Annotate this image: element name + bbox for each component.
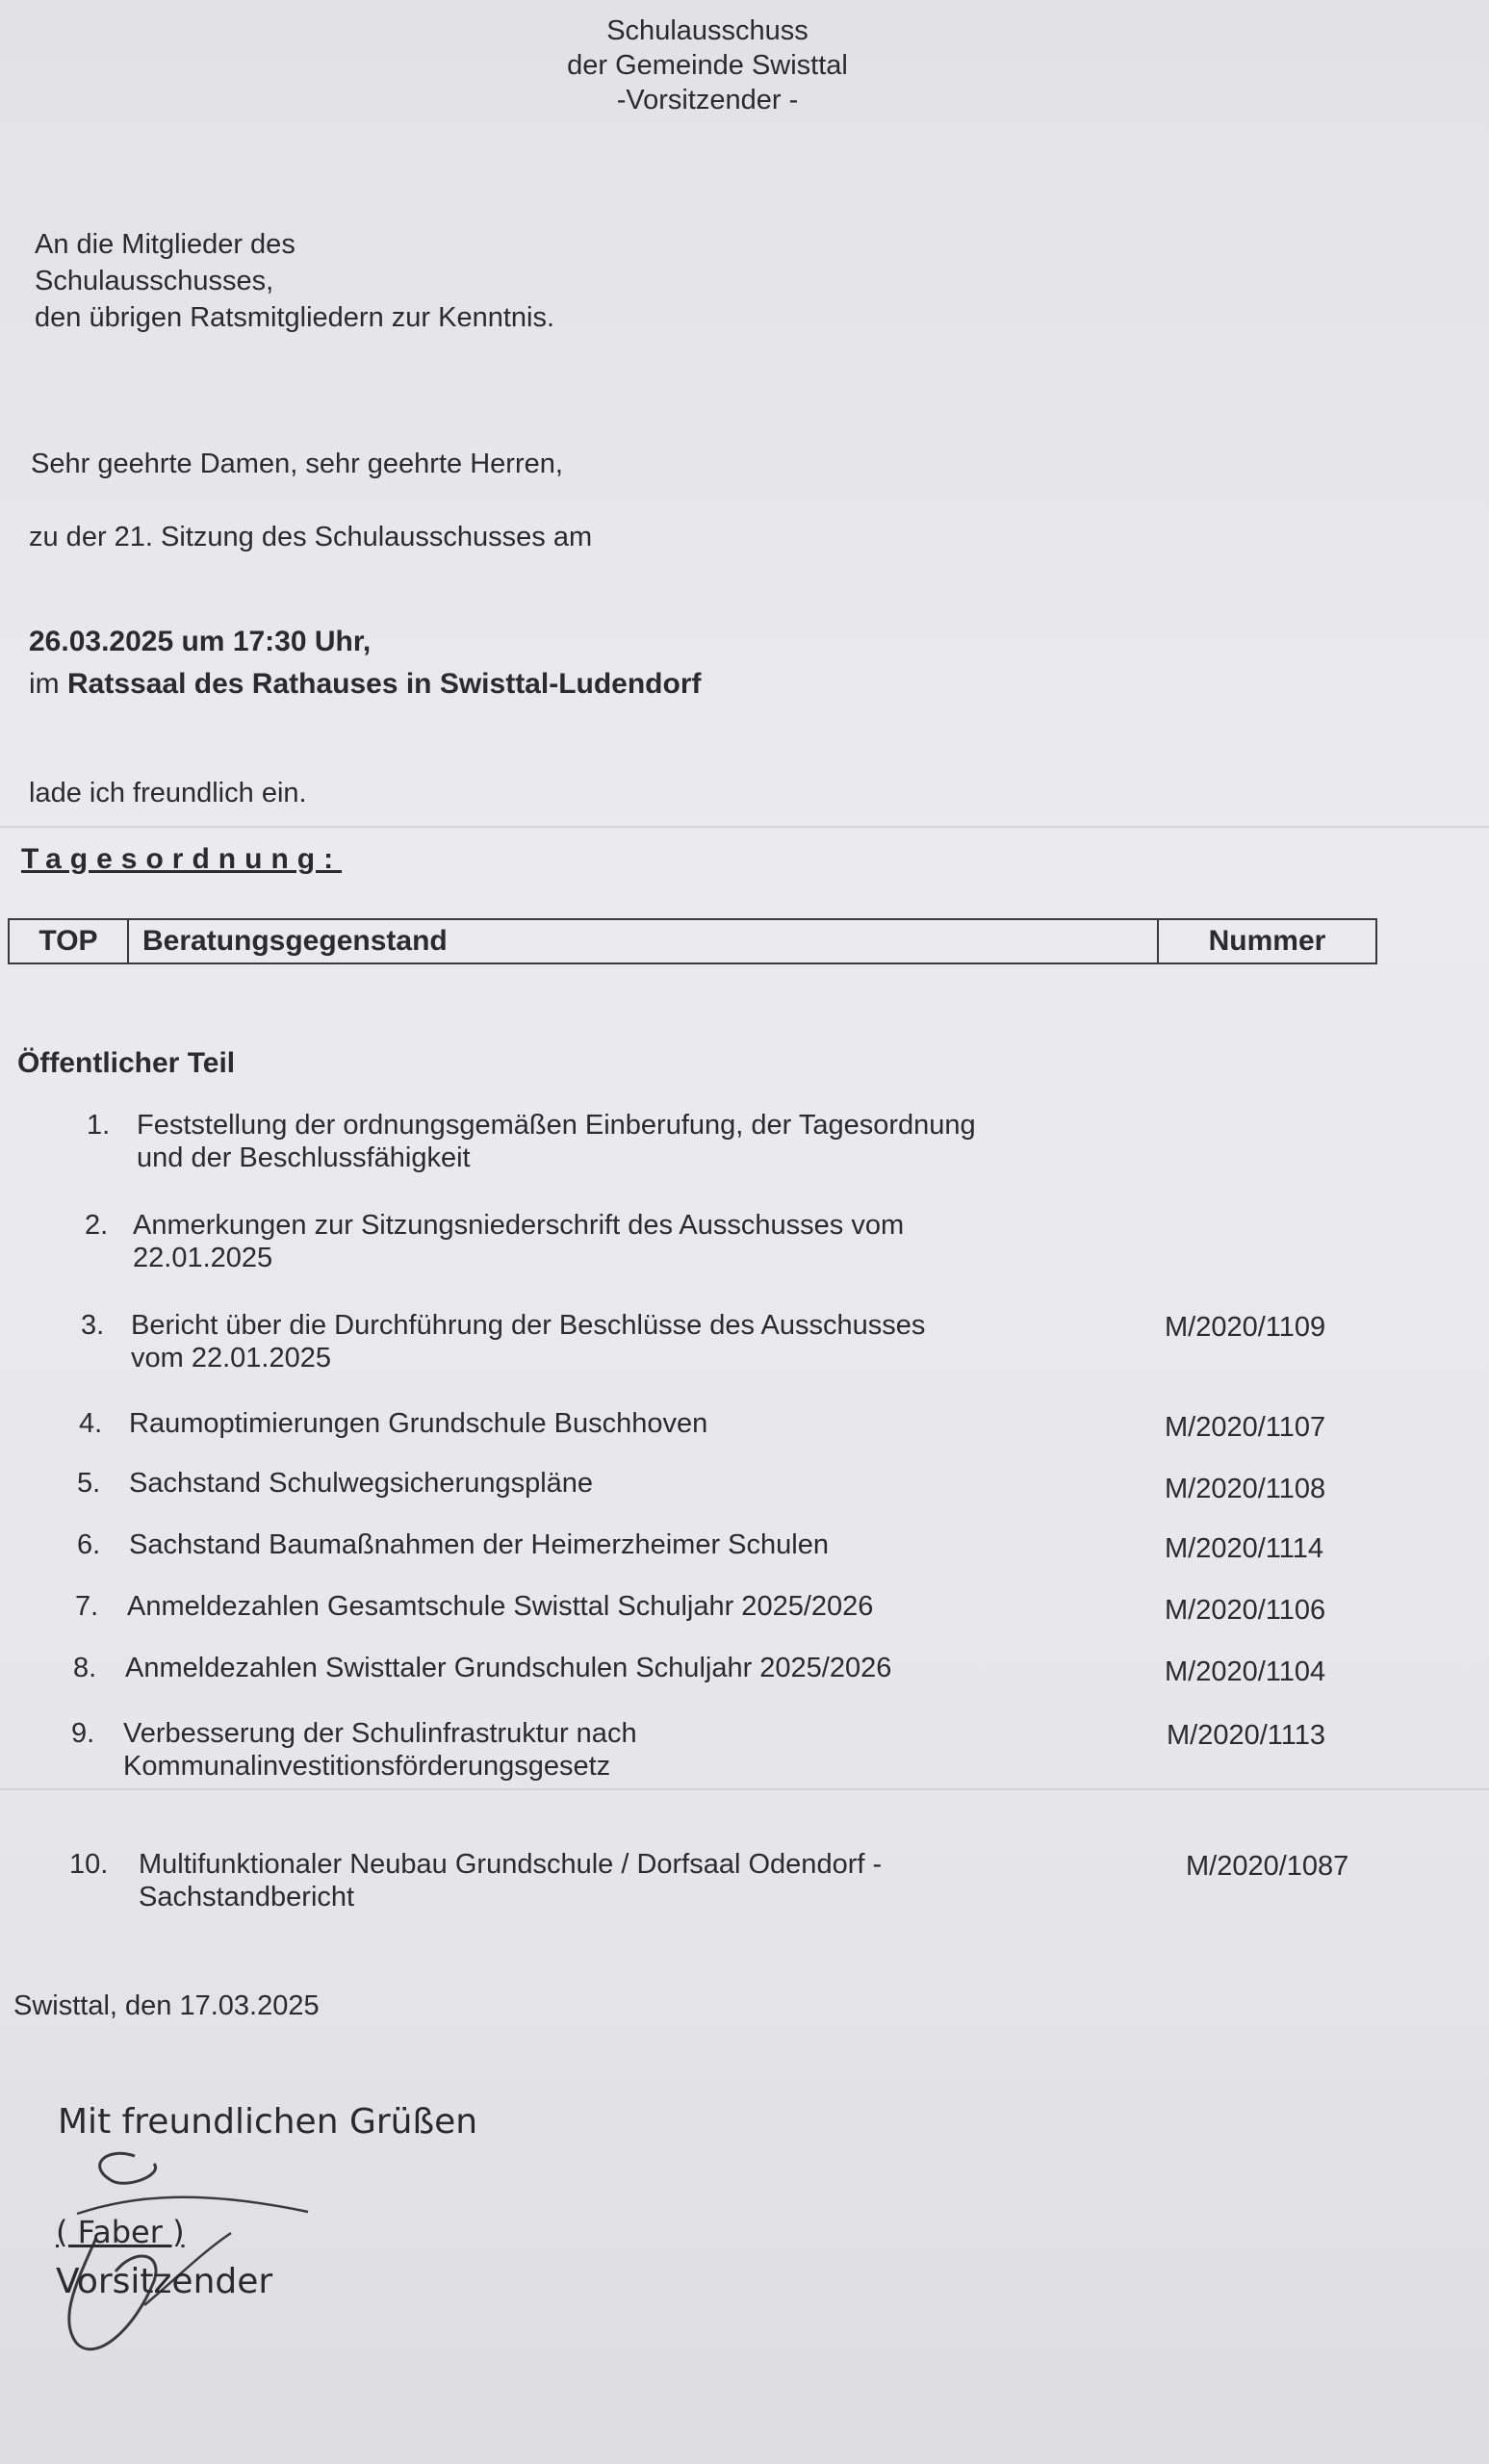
date-line: Swisttal, den 17.03.2025	[13, 1990, 320, 2021]
item-text	[133, 1209, 904, 1274]
item-code: M/2020/1114	[1165, 1533, 1323, 1564]
item-number: 3.	[81, 1310, 105, 1341]
item-code: M/2020/1087	[1186, 1851, 1349, 1882]
item-number: 5.	[77, 1468, 101, 1499]
col-number-header: Nummer	[1158, 919, 1376, 963]
item-line-1: Feststellung der ordnungsgemäßen Einberufung, der Tagesordnung	[137, 1110, 976, 1141]
agenda-item	[75, 1590, 1134, 1625]
agenda-item	[71, 1717, 1130, 1786]
item-line-1: Sachstand Schulwegsicherungspläne	[129, 1468, 594, 1499]
fold-line	[0, 826, 1489, 828]
item-number: 4.	[79, 1408, 103, 1439]
item-line-2: 22.01.2025	[133, 1243, 273, 1273]
item-number: 2.	[85, 1210, 109, 1241]
meeting-place-prefix: im	[29, 668, 60, 700]
header-line-2: der Gemeinde Swisttal	[567, 50, 848, 81]
item-number: 8.	[73, 1653, 97, 1683]
item-code: M/2020/1104	[1165, 1656, 1326, 1687]
item-line-2: Kommunalinvestitionsförderungsgesetz	[123, 1751, 611, 1782]
item-number: 10.	[69, 1849, 109, 1880]
item-text	[139, 1848, 882, 1913]
item-number: 9.	[71, 1718, 95, 1749]
item-code: M/2020/1106	[1165, 1595, 1326, 1626]
recipients-line-1: An die Mitglieder des	[35, 229, 295, 260]
item-line-1: Bericht über die Durchführung der Beschlüsse des Ausschusses	[131, 1310, 926, 1341]
meeting-place-line	[29, 666, 702, 703]
col-subject-header: Beratungsgegenstand	[128, 919, 1158, 963]
item-code: M/2020/1108	[1165, 1474, 1326, 1504]
signature-scribble	[19, 2137, 327, 2368]
item-line-1: Multifunktionaler Neubau Grundschule / Dorfsaal Odendorf -	[139, 1849, 883, 1880]
item-text	[137, 1109, 976, 1174]
item-line-2: Sachstandbericht	[139, 1882, 355, 1912]
invite-text: lade ich freundlich ein.	[29, 778, 307, 808]
agenda-item	[81, 1309, 1140, 1378]
header-line-1: Schulausschuss	[606, 15, 809, 46]
agenda-heading: Tagesordnung:	[21, 843, 343, 875]
signer-role: Vorsitzender	[56, 2262, 273, 2301]
agenda-item	[85, 1209, 1143, 1278]
item-line-2: vom 22.01.2025	[131, 1343, 331, 1373]
item-number: 6.	[77, 1529, 101, 1560]
item-text	[123, 1717, 637, 1783]
item-line-1: Raumoptimierungen Grundschule Buschhoven	[129, 1408, 708, 1439]
item-code: M/2020/1107	[1165, 1412, 1326, 1443]
agenda-item	[77, 1528, 1136, 1563]
item-line-1: Sachstand Baumaßnahmen der Heimerzheimer Schulen	[129, 1529, 829, 1560]
item-line-1: Anmerkungen zur Sitzungsniederschrift des Ausschusses vom	[133, 1210, 905, 1241]
meeting-datetime: 26.03.2025 um 17:30 Uhr,	[29, 626, 372, 657]
item-line-1: Verbesserung der Schulinfrastruktur nach	[123, 1718, 637, 1749]
item-line-2: und der Beschlussfähigkeit	[137, 1142, 471, 1173]
col-top-header: TOP	[9, 919, 128, 963]
agenda-item	[69, 1848, 1128, 1917]
item-number: 7.	[75, 1591, 99, 1622]
header-line-3: -Vorsitzender -	[616, 85, 799, 116]
item-text	[131, 1309, 925, 1374]
salutation: Sehr geehrte Damen, sehr geehrte Herren,	[31, 449, 563, 479]
closing-text: Mit freundlichen Grüßen	[58, 2102, 478, 2142]
item-line-1: Anmeldezahlen Swisttaler Grundschulen Schuljahr 2025/2026	[125, 1653, 892, 1683]
agenda-item	[79, 1407, 1138, 1442]
item-code: M/2020/1113	[1167, 1720, 1325, 1751]
intro-text: zu der 21. Sitzung des Schulausschusses am	[29, 522, 593, 552]
fold-line	[0, 1788, 1489, 1790]
signer-name: ( Faber )	[56, 2214, 185, 2250]
item-number: 1.	[87, 1110, 111, 1141]
recipients-line-2: Schulausschusses,	[35, 266, 274, 296]
agenda-table-header	[8, 918, 1377, 964]
section-title: Öffentlicher Teil	[17, 1047, 236, 1079]
meeting-place: Ratssaal des Rathauses in Swisttal-Ludendorf	[67, 668, 702, 700]
item-line-1: Anmeldezahlen Gesamtschule Swisttal Schuljahr 2025/2026	[127, 1591, 874, 1622]
recipients-line-3: den übrigen Ratsmitgliedern zur Kenntnis.	[35, 302, 555, 333]
agenda-item	[73, 1652, 1132, 1686]
agenda-item	[77, 1467, 1136, 1502]
agenda-item	[87, 1109, 1145, 1178]
item-code: M/2020/1109	[1165, 1312, 1326, 1343]
